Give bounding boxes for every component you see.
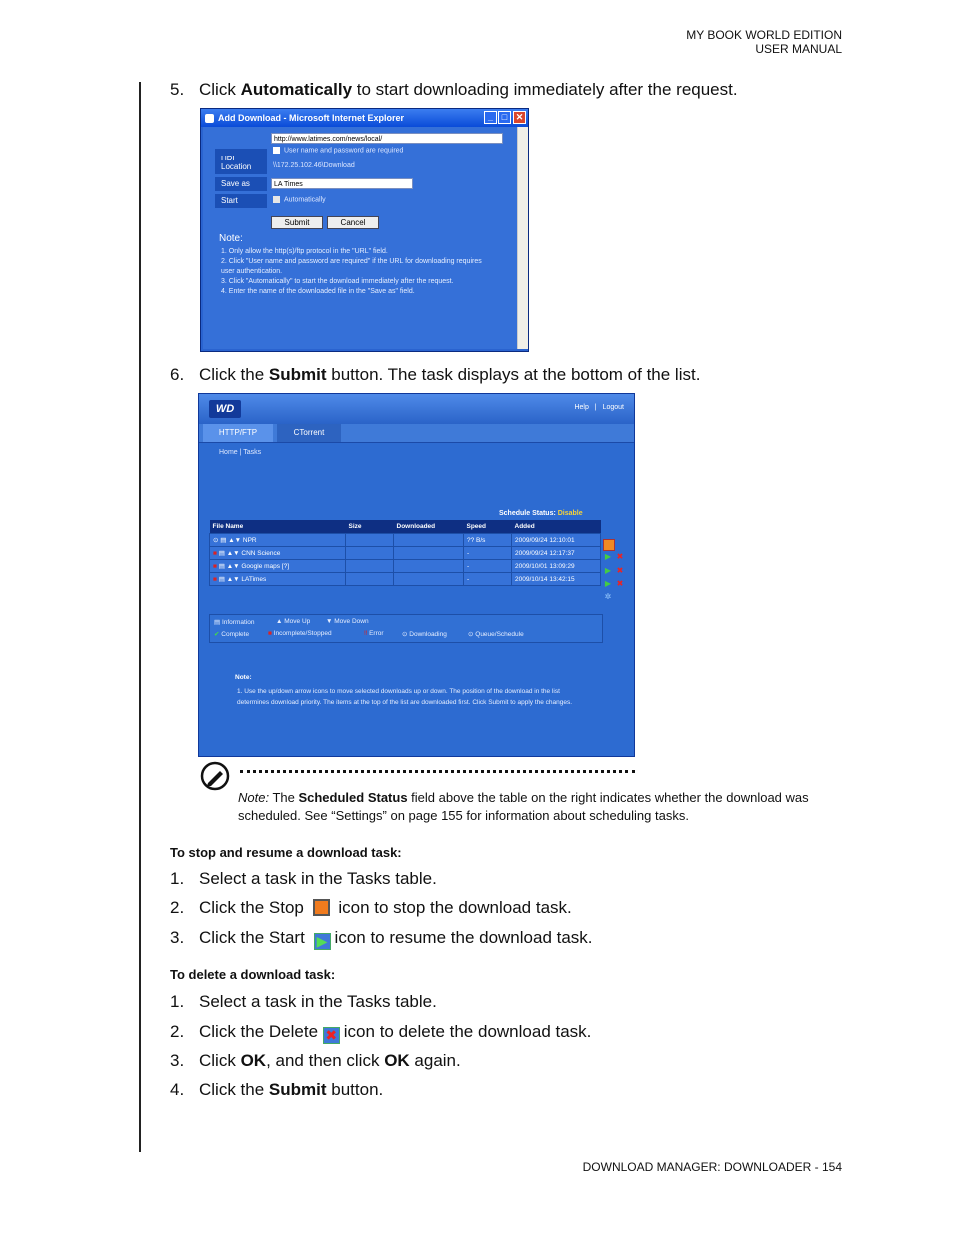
- delete-step-2: [170, 1022, 591, 1044]
- start-label: Start: [215, 194, 267, 208]
- minimize-icon[interactable]: _: [484, 111, 497, 124]
- step-number: 5.: [170, 80, 185, 99]
- step-text: Click the Stop: [199, 898, 309, 917]
- dialog-note-item: 3. Click "Automatically" to start the download immediately after the request.: [221, 278, 454, 285]
- note-text: The: [269, 790, 299, 805]
- help-link[interactable]: Help: [574, 404, 589, 411]
- add-download-dialog: [200, 108, 529, 352]
- top-links: Help | Logout: [574, 404, 624, 411]
- cell-speed: ?? B/s: [464, 534, 512, 547]
- cell-name: ■ ▤ ▲▼ CNN Science: [210, 547, 346, 560]
- step-text: Click the Start: [199, 928, 310, 947]
- note-label: Note:: [238, 790, 270, 805]
- note-bold: Scheduled Status: [298, 790, 408, 805]
- step-number: 3.: [170, 928, 185, 947]
- step-text: Click the: [199, 365, 269, 384]
- location-value: \\172.25.102.46\Download: [273, 162, 355, 169]
- step-bold: OK: [384, 1051, 410, 1070]
- stop-section-heading: To stop and resume a download task:: [170, 845, 402, 860]
- schedule-label: Schedule Status:: [499, 510, 558, 517]
- tab-http-ftp[interactable]: HTTP/FTP: [203, 424, 273, 442]
- step-text: button. The task displays at the bottom of the list.: [326, 365, 701, 384]
- cell-size: [346, 560, 394, 573]
- dialog-notes: [221, 247, 491, 297]
- step-number: 4.: [170, 1080, 185, 1099]
- step-bold: Submit: [268, 1080, 327, 1099]
- cell-name: ⊙ ▤ ▲▼ NPR: [210, 534, 346, 547]
- ie-icon: [205, 114, 214, 123]
- cell-added: 2009/09/24 12:17:37: [512, 547, 601, 560]
- legend-label: Information: [221, 619, 255, 626]
- legend-downloading: ⊙ Downloading: [402, 631, 447, 638]
- schedule-value: Disable: [557, 510, 583, 517]
- header-line-2: USER MANUAL: [755, 42, 842, 56]
- cell-downloaded: [394, 573, 464, 586]
- task-name: LATimes: [241, 576, 267, 583]
- dialog-body: [203, 127, 517, 349]
- delete-icon[interactable]: ✖: [616, 552, 624, 561]
- dialog-note-item: 2. Click "User name and password are required" if the URL for downloading requires user authentication.: [221, 258, 482, 275]
- start-icon[interactable]: ▶: [604, 552, 612, 561]
- legend-label: Move Up: [284, 618, 311, 625]
- legend-information: ▤ Information: [214, 619, 255, 626]
- dialog-note-title: Note:: [219, 233, 243, 244]
- header-line-1: MY BOOK WORLD EDITION: [686, 28, 842, 42]
- wd-topbar: [199, 394, 634, 424]
- col-downloaded: Downloaded: [394, 520, 464, 534]
- cell-size: [346, 573, 394, 586]
- legend-error: ‼ Error: [364, 630, 384, 637]
- cell-added: 2009/10/01 13:09:29: [512, 560, 601, 573]
- legend-label: Error: [369, 630, 384, 637]
- cell-downloaded: [394, 534, 464, 547]
- tasks-table: [209, 520, 601, 586]
- step-text: again.: [409, 1051, 461, 1070]
- cell-size: [346, 547, 394, 560]
- note-divider: [240, 770, 635, 773]
- step-text: icon to delete the download task.: [343, 1022, 592, 1041]
- table-row[interactable]: [210, 573, 601, 586]
- cancel-button[interactable]: Cancel: [327, 216, 379, 229]
- note-text: field above the table on the right indicates whether the download was scheduled. See “Settings” on page 155 for information about scheduling tasks.: [238, 790, 809, 823]
- table-header: [210, 520, 601, 534]
- margin-rule: [139, 82, 141, 1152]
- step-bold: Automatically: [240, 80, 353, 99]
- cell-speed: -: [464, 573, 512, 586]
- col-speed: Speed: [464, 520, 512, 534]
- stop-step-1: [170, 869, 437, 889]
- legend-move-up: ▲ Move Up: [276, 618, 311, 625]
- delete-step-3: [170, 1051, 461, 1071]
- start-icon[interactable]: ▶: [604, 579, 612, 588]
- table-row[interactable]: [210, 547, 601, 560]
- legend-label: Move Down: [334, 618, 369, 625]
- step-text: Select a task in the Tasks table.: [199, 992, 437, 1011]
- dialog-scrollbar[interactable]: [517, 127, 528, 349]
- task-name: CNN Science: [241, 550, 281, 557]
- dialog-titlebar: [201, 109, 528, 127]
- cell-added: 2009/09/24 12:10:01: [512, 534, 601, 547]
- cell-downloaded: [394, 560, 464, 573]
- step-text: Click the Delete: [199, 1022, 323, 1041]
- page-header: [686, 28, 842, 56]
- breadcrumb[interactable]: Home | Tasks: [219, 449, 262, 456]
- step-text: icon to stop the download task.: [333, 898, 572, 917]
- cell-name: ■ ▤ ▲▼ LATimes: [210, 573, 346, 586]
- step-text: Click: [199, 1051, 241, 1070]
- col-added: Added: [512, 520, 601, 534]
- legend-label: Complete: [221, 631, 250, 638]
- step-text: Click the: [199, 1080, 269, 1099]
- legend-incomplete: ■ Incomplete/Stopped: [268, 630, 332, 637]
- wd-note-title: Note:: [235, 674, 252, 681]
- scheduled-status-note: [238, 789, 828, 825]
- step-number: 3.: [170, 1051, 185, 1070]
- stop-step-3: [170, 928, 593, 950]
- stop-step-2: [170, 898, 572, 918]
- stop-icon[interactable]: [603, 539, 615, 551]
- legend-queue: ⊙ Queue/Schedule: [468, 631, 524, 638]
- legend-move-down: ▼ Move Down: [326, 618, 369, 625]
- wd-tasks-screen: [198, 393, 635, 757]
- cell-speed: -: [464, 560, 512, 573]
- delete-icon: ✖: [323, 1027, 340, 1044]
- submit-button[interactable]: Submit: [271, 216, 323, 229]
- step-6: [170, 365, 700, 385]
- legend-complete: ✔ Complete: [214, 631, 250, 638]
- step-bold: Submit: [268, 365, 327, 384]
- step-bold: OK: [240, 1051, 267, 1070]
- table-row[interactable]: [210, 560, 601, 573]
- delete-icon[interactable]: ✖: [616, 566, 624, 575]
- start-icon[interactable]: ▶: [604, 566, 612, 575]
- cell-speed: -: [464, 547, 512, 560]
- stop-icon: [313, 899, 330, 916]
- step-number: 6.: [170, 365, 185, 384]
- step-number: 1.: [170, 869, 185, 888]
- maximize-icon[interactable]: □: [498, 111, 511, 124]
- saveas-label: Save as: [215, 177, 267, 191]
- task-name: NPR: [242, 537, 257, 544]
- task-name: Google maps [?]: [241, 563, 290, 570]
- wd-logo: WD: [209, 400, 241, 418]
- dialog-title: Add Download - Microsoft Internet Explorer: [218, 113, 405, 123]
- dialog-note-item: 1. Only allow the http(s)/ftp protocol in the "URL" field.: [221, 248, 388, 255]
- delete-step-4: [170, 1080, 383, 1100]
- cell-downloaded: [394, 547, 464, 560]
- col-file-name: File Name: [210, 520, 346, 534]
- close-icon[interactable]: ✕: [513, 111, 526, 124]
- url-input[interactable]: http://www.latimes.com/news/local/: [271, 133, 503, 144]
- status-legend: [209, 614, 603, 643]
- cell-size: [346, 534, 394, 547]
- step-number: 2.: [170, 898, 185, 917]
- cell-name: ■ ▤ ▲▼ Google maps [?]: [210, 560, 346, 573]
- col-size: Size: [346, 520, 394, 534]
- auth-label: User name and password are required: [284, 147, 404, 155]
- location-label: Location: [215, 160, 267, 174]
- wd-tabs: [199, 424, 634, 443]
- step-text: , and then click: [266, 1051, 385, 1070]
- automatically-label: Automatically: [284, 196, 326, 204]
- automatically-checkbox[interactable]: [273, 196, 326, 203]
- step-text: to start downloading immediately after the request.: [352, 80, 738, 99]
- delete-section-heading: To delete a download task:: [170, 967, 336, 982]
- step-text: button.: [326, 1080, 384, 1099]
- checked-icon: [273, 196, 280, 203]
- delete-icon[interactable]: ✖: [616, 579, 624, 588]
- checkbox-icon: [273, 147, 280, 154]
- step-text: Click: [199, 80, 241, 99]
- cell-added: 2009/10/14 13:42:15: [512, 573, 601, 586]
- note-pencil-icon: [200, 761, 230, 791]
- schedule-status: [499, 510, 583, 517]
- queue-icon[interactable]: ✲: [604, 592, 612, 601]
- step-number: 2.: [170, 1022, 185, 1041]
- step-text: icon to resume the download task.: [334, 928, 593, 947]
- table-row[interactable]: [210, 534, 601, 547]
- auth-checkbox[interactable]: [273, 147, 403, 154]
- saveas-input[interactable]: LA Times: [271, 178, 413, 189]
- delete-step-1: [170, 992, 437, 1012]
- legend-label: Queue/Schedule: [475, 631, 524, 638]
- legend-label: Incomplete/Stopped: [273, 630, 332, 637]
- start-icon: ▶: [314, 933, 331, 950]
- page-footer: DOWNLOAD MANAGER: DOWNLOADER - 154: [582, 1160, 842, 1174]
- step-text: Select a task in the Tasks table.: [199, 869, 437, 888]
- legend-label: Downloading: [409, 631, 447, 638]
- step-number: 1.: [170, 992, 185, 1011]
- step-5: [170, 80, 738, 100]
- wd-note-text: 1. Use the up/down arrow icons to move selected downloads up or down. The position of the download in the list determines download priority. The items at the top of the list are downloaded first. Click Submit to apply the changes.: [237, 688, 573, 706]
- tab-ctorrent[interactable]: CTorrent: [277, 424, 341, 442]
- logout-link[interactable]: Logout: [602, 404, 624, 411]
- dialog-note-item: 4. Enter the name of the downloaded file in the "Save as" field.: [221, 288, 415, 295]
